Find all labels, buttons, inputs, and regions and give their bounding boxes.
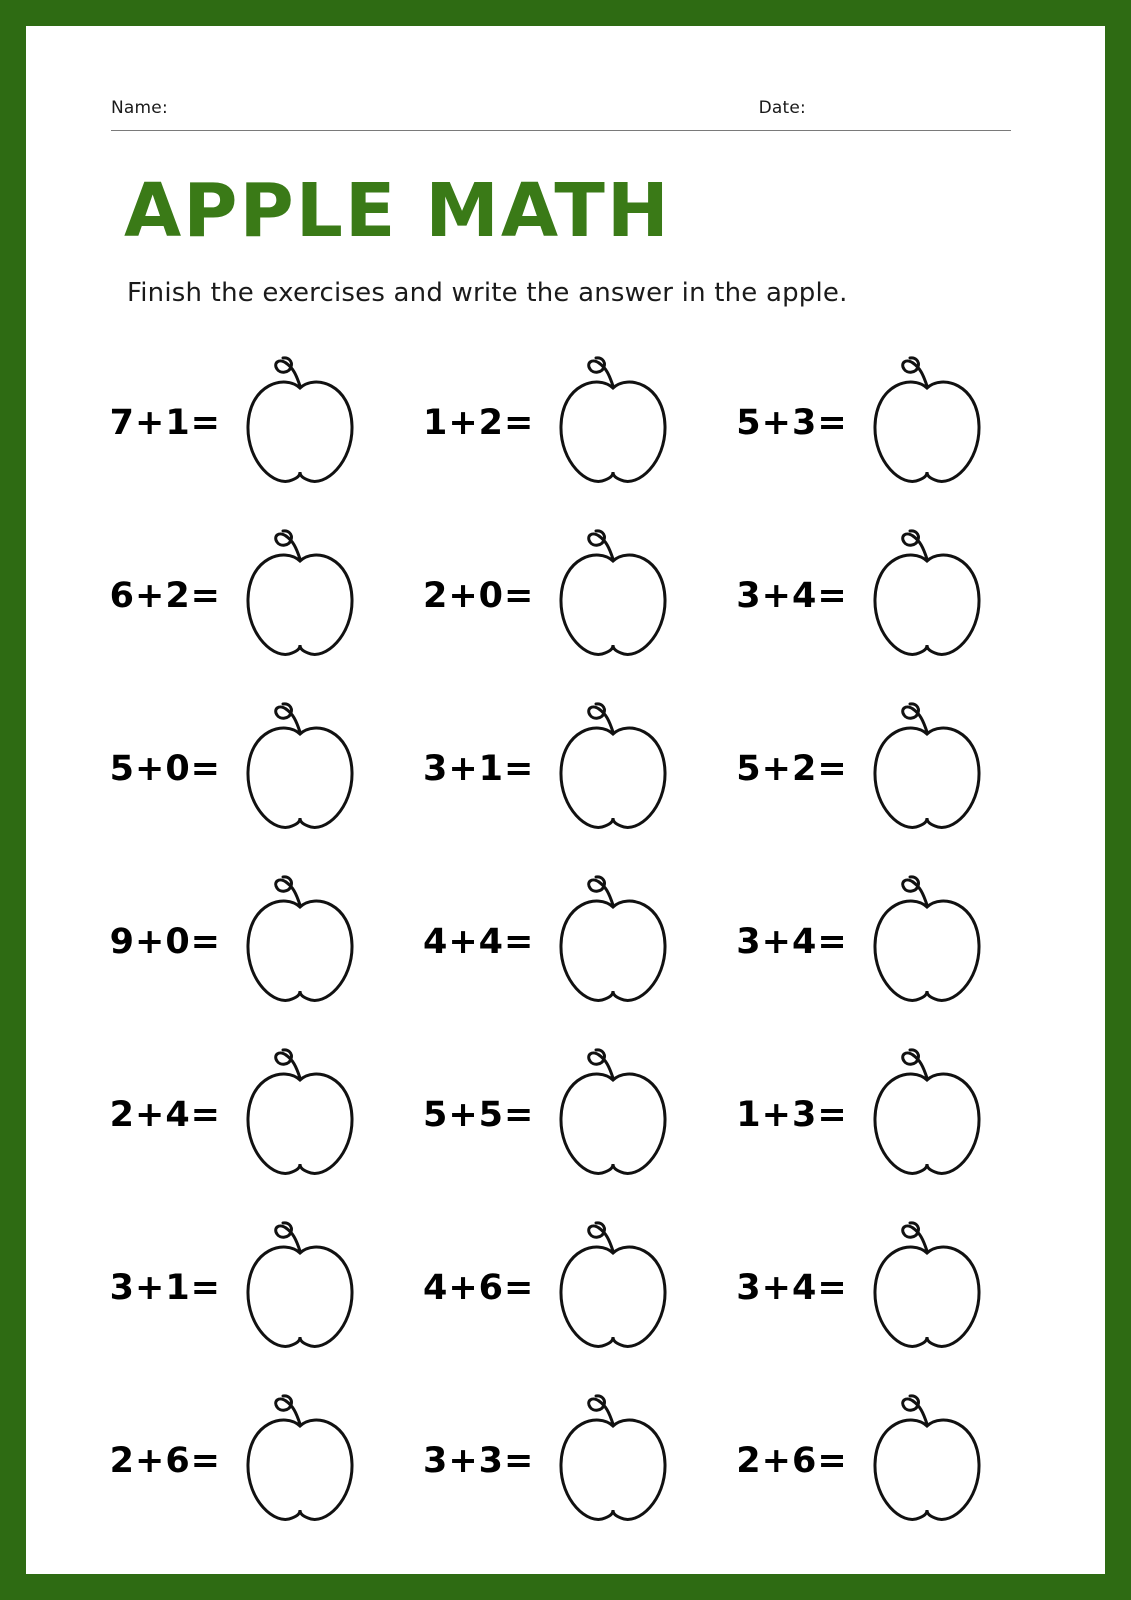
apple-icon[interactable] (860, 1040, 995, 1190)
problem-item (725, 1374, 1038, 1547)
problem-item (411, 1028, 724, 1201)
apple-icon[interactable] (860, 694, 995, 844)
date-field-label: Date: (758, 98, 806, 118)
problem-item (725, 1201, 1038, 1374)
apple-icon[interactable] (860, 1386, 995, 1536)
apple-icon[interactable] (860, 348, 995, 498)
problem-item (98, 1201, 411, 1374)
problem-expression: 3+4= (736, 575, 848, 616)
problem-item (725, 682, 1038, 855)
problem-item (725, 855, 1038, 1028)
apple-icon[interactable] (860, 1213, 995, 1363)
apple-icon[interactable] (233, 348, 368, 498)
apple-icon[interactable] (546, 1213, 681, 1363)
problem-expression: 2+6= (109, 1440, 221, 1481)
problem-grid (98, 336, 1038, 1547)
page-title: APPLE MATH (124, 168, 671, 254)
problem-expression: 3+1= (422, 748, 535, 789)
problem-item (98, 1374, 411, 1547)
apple-icon[interactable] (233, 521, 368, 671)
problem-expression: 5+3= (736, 402, 848, 443)
problem-expression: 5+0= (109, 748, 221, 789)
problem-item (98, 682, 411, 855)
page-subtitle: Finish the exercises and write the answer in the apple. (127, 278, 848, 308)
apple-icon[interactable] (546, 867, 681, 1017)
problem-expression: 2+6= (736, 1440, 848, 1481)
problem-item (98, 509, 411, 682)
problem-expression: 2+0= (422, 575, 535, 616)
problem-expression: 6+2= (109, 575, 221, 616)
problem-expression: 4+4= (422, 921, 535, 962)
problem-expression: 3+4= (736, 921, 848, 962)
problem-item (411, 336, 724, 509)
header-fields (111, 98, 1011, 131)
apple-icon[interactable] (233, 1040, 368, 1190)
apple-icon[interactable] (546, 694, 681, 844)
apple-icon[interactable] (546, 1386, 681, 1536)
problem-expression: 3+4= (736, 1267, 848, 1308)
problem-item (98, 1028, 411, 1201)
problem-expression: 5+2= (736, 748, 848, 789)
problem-expression: 1+3= (736, 1094, 848, 1135)
problem-expression: 3+1= (109, 1267, 221, 1308)
apple-icon[interactable] (233, 1213, 368, 1363)
problem-expression: 1+2= (422, 402, 535, 443)
apple-icon[interactable] (233, 1386, 368, 1536)
worksheet-page (26, 26, 1105, 1574)
problem-item (725, 1028, 1038, 1201)
problem-expression: 2+4= (109, 1094, 221, 1135)
problem-item (98, 855, 411, 1028)
problem-item (411, 1201, 724, 1374)
apple-icon[interactable] (233, 694, 368, 844)
problem-item (725, 336, 1038, 509)
problem-expression: 3+3= (422, 1440, 535, 1481)
apple-icon[interactable] (546, 521, 681, 671)
apple-icon[interactable] (546, 1040, 681, 1190)
apple-icon[interactable] (860, 867, 995, 1017)
problem-item (411, 1374, 724, 1547)
problem-expression: 4+6= (422, 1267, 535, 1308)
problem-expression: 5+5= (422, 1094, 535, 1135)
problem-item (411, 509, 724, 682)
problem-expression: 9+0= (109, 921, 221, 962)
problem-item (98, 336, 411, 509)
problem-item (725, 509, 1038, 682)
problem-item (411, 682, 724, 855)
apple-icon[interactable] (860, 521, 995, 671)
problem-expression: 7+1= (109, 402, 221, 443)
apple-icon[interactable] (233, 867, 368, 1017)
apple-icon[interactable] (546, 348, 681, 498)
problem-item (411, 855, 724, 1028)
name-field-label: Name: (111, 98, 168, 118)
